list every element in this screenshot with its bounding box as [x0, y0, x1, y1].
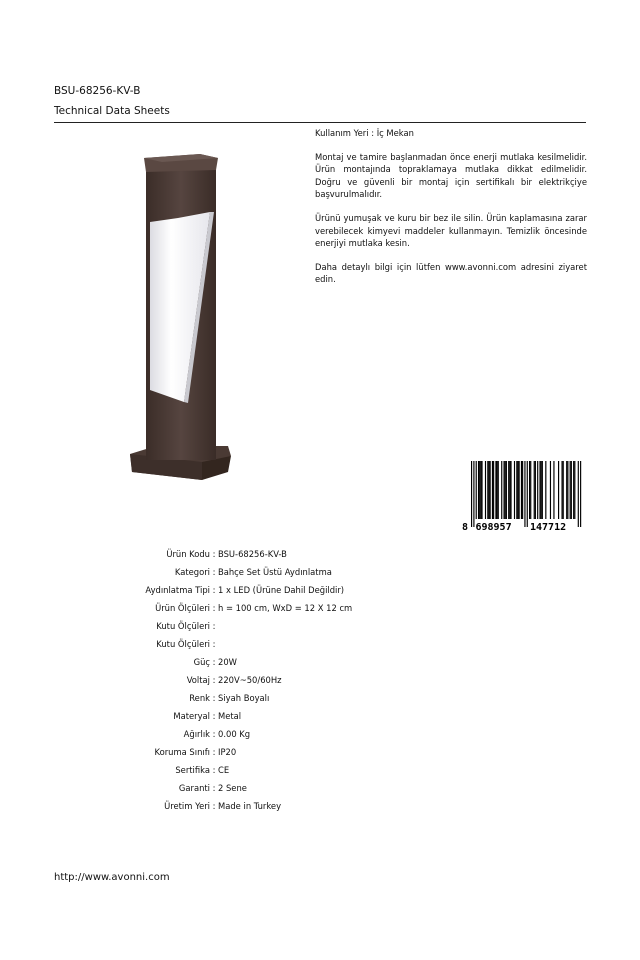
header-divider — [54, 122, 586, 123]
spec-value: 20W — [218, 657, 237, 667]
barcode-bar — [503, 461, 504, 519]
barcode-bar — [541, 461, 542, 519]
barcode-bar — [485, 461, 486, 519]
barcode-bar — [487, 461, 488, 519]
spec-label: Ürün Kodu — [166, 549, 210, 559]
barcode-bar — [495, 461, 496, 519]
barcode-bar — [524, 461, 525, 527]
barcode-bar — [558, 461, 559, 519]
garden-bollard-lamp-icon — [128, 150, 233, 486]
barcode-bar — [479, 461, 480, 519]
spec-row-certificate: Sertifika : CE — [80, 761, 420, 779]
spec-label: Aydınlatma Tipi — [145, 585, 210, 595]
barcode-digits-left: 698957 — [475, 522, 512, 533]
spec-value: IP20 — [218, 747, 237, 757]
spec-value: Metal — [218, 711, 242, 721]
spec-label: Renk — [189, 693, 210, 703]
spec-row-box-dimensions: Kutu Ölçüleri : — [80, 617, 420, 635]
barcode-bar — [566, 461, 567, 519]
barcode-bar — [553, 461, 554, 519]
spec-label: Ağırlık — [183, 729, 210, 739]
barcode-bar — [490, 461, 491, 519]
spec-label: Ürün Ölçüleri — [155, 603, 210, 613]
spec-label: Voltaj — [186, 675, 210, 685]
barcode-bar — [545, 461, 546, 519]
spec-value: Made in Turkey — [218, 801, 282, 811]
spec-label: Garanti — [178, 783, 210, 793]
barcode-bar — [578, 461, 579, 527]
barcode-bar — [478, 461, 479, 519]
spec-label: Koruma Sınıfı — [154, 747, 210, 757]
barcode-bar — [516, 461, 517, 519]
spec-row-weight: Ağırlık : 0.00 Kg — [80, 725, 420, 743]
product-barcode — [462, 461, 586, 537]
spec-row-category: Kategori : Bahçe Set Üstü Aydınlatma — [80, 563, 420, 581]
barcode-digits-right: 147712 — [530, 522, 567, 533]
barcode-bar — [570, 461, 571, 519]
barcode-bar — [542, 461, 543, 519]
barcode-bar — [519, 461, 520, 519]
barcode-bar — [527, 461, 528, 527]
barcode-bar — [550, 461, 551, 519]
barcode-bar — [488, 461, 489, 519]
safety-paragraph: Montaj ve tamire başlanmadan önce enerji mutlaka kesilmelidir. Ürün montajında topraklamaya mutlaka dikkat edilmelidir. Doğru ve güvenli bir montaj için sertifikalı bir elektrikçiye başvurulmalıdır. — [315, 151, 587, 200]
barcode-bar — [517, 461, 518, 519]
barcode-bar — [497, 461, 498, 519]
barcode-bar — [509, 461, 510, 519]
barcode-bar — [573, 461, 574, 519]
barcode-bar — [471, 461, 472, 527]
usage-location: Kullanım Yeri : İç Mekan — [315, 128, 414, 138]
spec-label: Kategori — [174, 567, 210, 577]
spec-value: 0.00 Kg — [218, 729, 251, 739]
barcode-bar — [510, 461, 511, 519]
footer-website-link[interactable]: http://www.avonni.com — [54, 872, 170, 883]
spec-value: h = 100 cm, WxD = 12 X 12 cm — [218, 603, 353, 613]
spec-label: Kutu Ölçüleri — [156, 639, 210, 649]
spec-row-box-dimensions-2: Kutu Ölçüleri : — [80, 635, 420, 653]
barcode-bar — [473, 461, 474, 527]
spec-value: 2 Sene — [218, 783, 247, 793]
barcode-bar — [539, 461, 540, 519]
spec-table — [80, 545, 420, 815]
spec-row-material: Materyal : Metal — [80, 707, 420, 725]
spec-row-power: Güç : 20W — [80, 653, 420, 671]
document-header — [54, 84, 586, 123]
barcode-bar — [529, 461, 530, 519]
barcode-bar — [534, 461, 535, 519]
spec-row-product-code: Ürün Kodu : BSU-68256-KV-B — [80, 545, 420, 563]
spec-value: CE — [218, 765, 230, 775]
barcode-bar — [574, 461, 575, 519]
spec-row-voltage: Voltaj : 220V~50/60Hz — [80, 671, 420, 689]
cleaning-paragraph: Ürünü yumuşak ve kuru bir bez ile silin. Ürün kaplamasına zarar verebilecek kimyevi maddeler kullanmayın. Temizlik öncesinde enerjiyi mutlaka kesin. — [315, 212, 587, 249]
spec-row-color: Renk : Siyah Boyalı — [80, 689, 420, 707]
barcode-bar — [481, 461, 482, 519]
barcode-bar — [506, 461, 507, 519]
barcode-bar — [580, 461, 581, 527]
spec-label: Güç — [193, 657, 210, 667]
barcode-bar — [508, 461, 509, 519]
spec-label: Materyal — [173, 711, 210, 721]
barcode-bar — [493, 461, 494, 519]
barcode-bar — [501, 461, 502, 519]
spec-value: 1 x LED (Ürüne Dahil Değildir) — [218, 585, 345, 595]
barcode-bar — [535, 461, 536, 519]
spec-label: Sertifika — [175, 765, 210, 775]
barcode-digit-first: 8 — [462, 522, 469, 533]
spec-value: BSU-68256-KV-B — [218, 549, 287, 559]
barcode-bar — [521, 461, 522, 519]
barcode-bar — [563, 461, 564, 519]
spec-row-protection-class: Koruma Sınıfı : IP20 — [80, 743, 420, 761]
spec-row-product-dimensions: Ürün Ölçüleri : h = 100 cm, WxD = 12 X 12 cm — [80, 599, 420, 617]
product-code-title: BSU-68256-KV-B — [54, 85, 141, 97]
barcode-bar — [537, 461, 538, 519]
barcode-bar — [505, 461, 506, 519]
spec-label: Üretim Yeri — [164, 801, 210, 811]
spec-row-lighting-type: Aydınlatma Tipi : 1 x LED (Ürüne Dahil Değildir) — [80, 581, 420, 599]
barcode-bar — [480, 461, 481, 519]
usage-info — [315, 127, 587, 297]
barcode-bar — [476, 461, 477, 519]
barcode-bar — [530, 461, 531, 519]
barcode-bar — [522, 461, 523, 519]
barcode-bar — [514, 461, 515, 519]
barcode-bar — [498, 461, 499, 519]
more-info-paragraph: Daha detaylı bilgi için lütfen www.avonni.com adresini ziyaret edin. — [315, 261, 587, 285]
spec-row-warranty: Garanti : 2 Sene — [80, 779, 420, 797]
spec-label: Kutu Ölçüleri — [156, 621, 210, 631]
spec-value: 220V~50/60Hz — [218, 675, 282, 685]
barcode-bar — [492, 461, 493, 519]
spec-value: Siyah Boyalı — [218, 693, 270, 703]
document-subtitle: Technical Data Sheets — [54, 105, 170, 117]
spec-value: Bahçe Set Üstü Aydınlatma — [218, 567, 332, 577]
barcode-bar — [567, 461, 568, 519]
spec-row-production-place: Üretim Yeri : Made in Turkey — [80, 797, 420, 815]
barcode-bar — [561, 461, 562, 519]
barcode-bar — [571, 461, 572, 519]
